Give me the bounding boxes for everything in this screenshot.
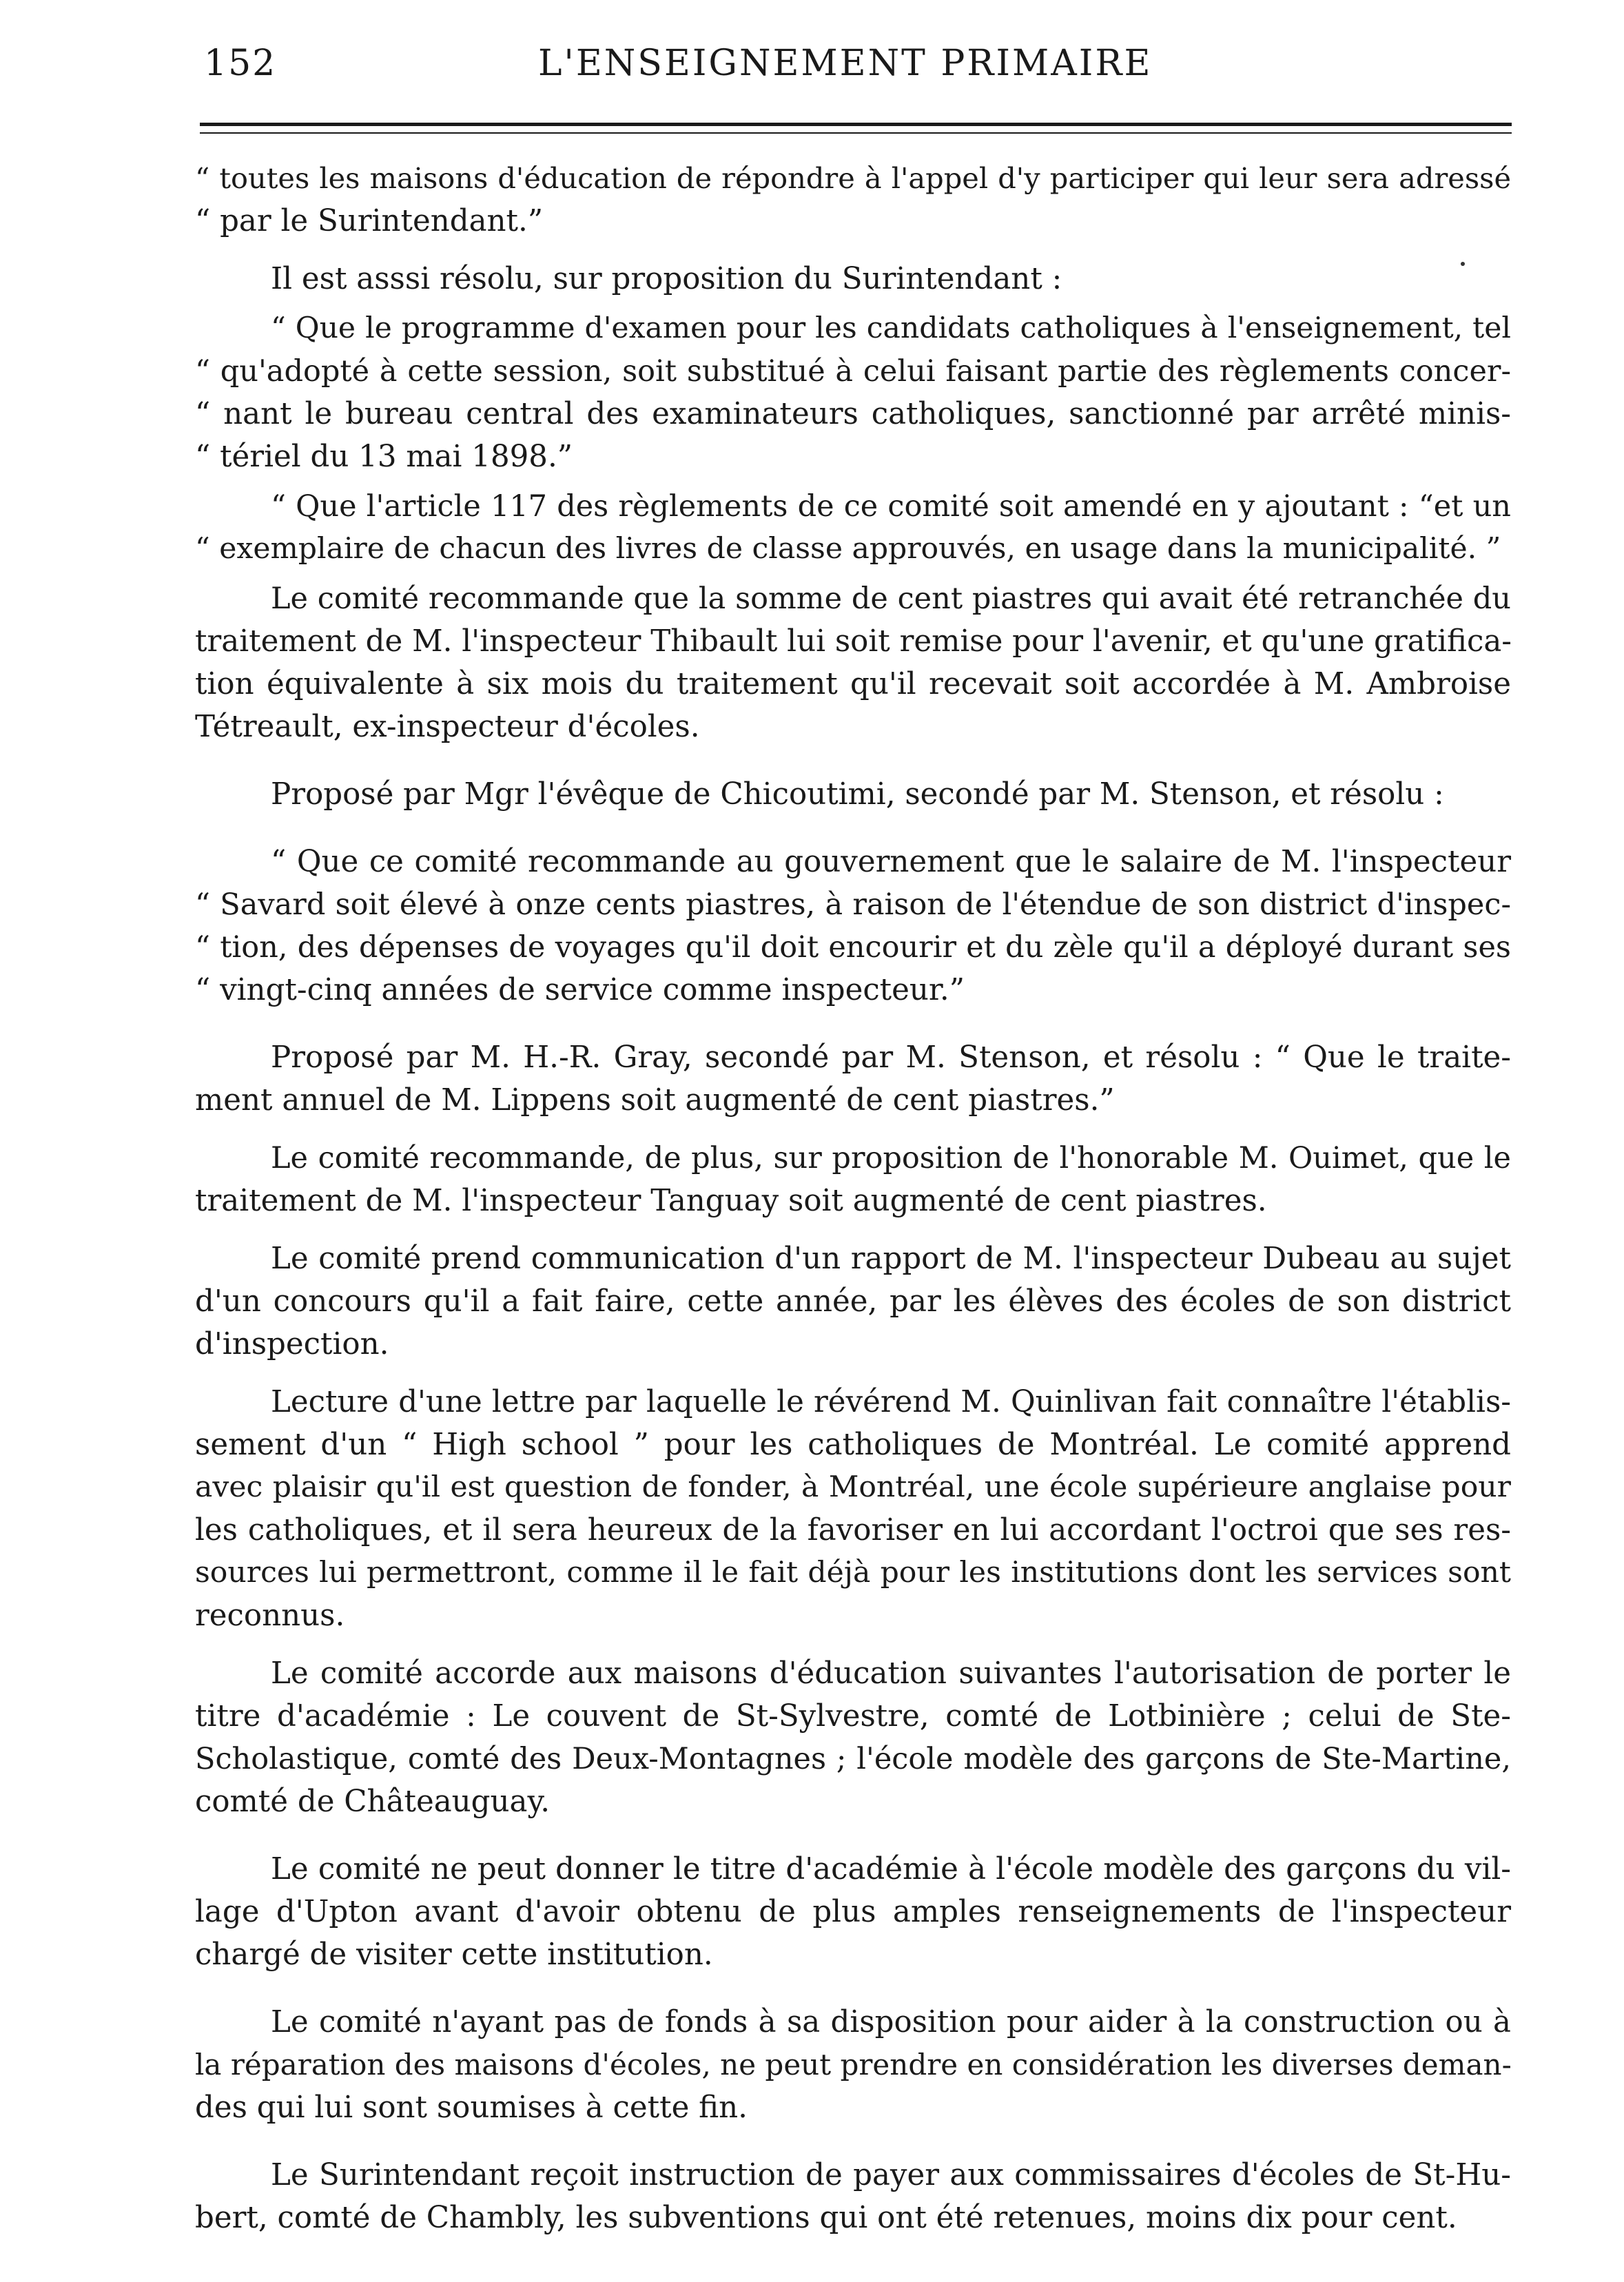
running-title: L'ENSEIGNEMENT PRIMAIRE	[538, 43, 1153, 84]
text-line: “ tion, des dépenses de voyages qu'il doit encourir et du zèle qu'il a déployé durant ses	[195, 930, 1511, 965]
paragraph	[195, 841, 1511, 1011]
text-line: chargé de visiter cette institution.	[195, 1937, 713, 1972]
text-line: Le Surintendant reçoit instruction de payer aux commissaires d'écoles de St-Hu-	[271, 2158, 1511, 2192]
text-line: “ toutes les maisons d'éducation de répondre à l'appel d'y participer qui leur sera adressé	[195, 161, 1511, 195]
paragraph	[195, 485, 1511, 570]
text-line: Il est asssi résolu, sur proposition du Surintendant :	[271, 262, 1062, 296]
text-line: “ nant le bureau central des examinateurs catholiques, sanctionné par arrêté minis-	[195, 397, 1511, 431]
text-line: lage d'Upton avant d'avoir obtenu de plus amples renseignements de l'inspecteur	[195, 1895, 1511, 1929]
paragraph	[195, 1848, 1511, 1976]
body-text	[195, 157, 1511, 2239]
text-line: Proposé par Mgr l'évêque de Chicoutimi, secondé par M. Stenson, et résolu :	[271, 777, 1444, 812]
text-line: “ Que ce comité recommande au gouvernement que le salaire de M. l'inspecteur	[271, 845, 1511, 879]
text-line: “ par le Surintendant.”	[195, 204, 544, 238]
page-header	[204, 43, 1512, 98]
paragraph	[195, 2154, 1511, 2239]
text-line: d'un concours qu'il a fait faire, cette année, par les élèves des écoles de son district	[195, 1284, 1511, 1319]
text-line: Proposé par M. H.-R. Gray, secondé par M. Stenson, et résolu : “ Que le traite-	[271, 1040, 1511, 1075]
paragraph	[195, 307, 1511, 478]
text-line: titre d'académie : Le couvent de St-Sylvestre, comté de Lotbinière ; celui de Ste-	[195, 1699, 1511, 1734]
text-line: Le comité recommande que la somme de cent piastres qui avait été retranchée du	[271, 582, 1511, 616]
text-line: sement d'un “ High school ” pour les catholiques de Montréal. Le comité apprend	[195, 1428, 1511, 1462]
text-line: bert, comté de Chambly, les subventions qui ont été retenues, moins dix pour cent.	[195, 2201, 1457, 2235]
paragraph	[195, 577, 1511, 748]
text-line: comté de Châteauguay.	[195, 1785, 551, 1819]
paragraph	[195, 773, 1511, 816]
text-line: traitement de M. l'inspecteur Thibault lui soit remise pour l'avenir, et qu'une gratifica-	[195, 624, 1512, 659]
text-line: la réparation des maisons d'écoles, ne peut prendre en considération les diverses deman-	[195, 2048, 1512, 2081]
text-line: ment annuel de M. Lippens soit augmenté de cent piastres.”	[195, 1083, 1115, 1118]
paragraph	[195, 1137, 1511, 1222]
text-line: reconnus.	[195, 1599, 345, 1633]
paragraph	[195, 1652, 1511, 1823]
paragraph	[195, 2001, 1511, 2129]
text-line: les catholiques, et il sera heureux de la favoriser en lui accordant l'octroi que ses res-	[195, 1513, 1511, 1548]
text-line: Le comité accorde aux maisons d'éducation suivantes l'autorisation de porter le	[271, 1656, 1511, 1691]
text-line: “ Que le programme d'examen pour les candidats catholiques à l'enseignement, tel	[271, 311, 1511, 345]
paragraph	[195, 157, 1511, 243]
text-line: d'inspection.	[195, 1327, 389, 1361]
text-line: “ Que l'article 117 des règlements de ce comité soit amendé en y ajoutant : “et un	[271, 489, 1511, 524]
text-line: Scholastique, comté des Deux-Montagnes ; l'école modèle des garçons de Ste-Martine,	[195, 1742, 1511, 1776]
paragraph	[195, 1381, 1511, 1637]
text-line: des qui lui sont soumises à cette fin.	[195, 2090, 748, 2125]
text-line: tion équivalente à six mois du traitement qu'il recevait soit accordée à M. Ambroise	[195, 667, 1511, 701]
header-rule-thick	[200, 123, 1512, 126]
header-rule-thin	[200, 132, 1512, 134]
page-number: 152	[204, 43, 277, 84]
text-line: traitement de M. l'inspecteur Tanguay soit augmenté de cent piastres.	[195, 1184, 1267, 1218]
text-line: Le comité prend communication d'un rapport de M. l'inspecteur Dubeau au sujet	[271, 1242, 1511, 1276]
text-line: Le comité ne peut donner le titre d'académie à l'école modèle des garçons du vil-	[271, 1852, 1511, 1887]
text-line: “ vingt-cinq années de service comme inspecteur.”	[195, 973, 965, 1007]
text-line: Le comité n'ayant pas de fonds à sa disposition pour aider à la construction ou à	[271, 2005, 1511, 2039]
paragraph	[195, 258, 1511, 300]
text-line: Le comité recommande, de plus, sur proposition de l'honorable M. Ouimet, que le	[271, 1141, 1511, 1175]
text-line: Lecture d'une lettre par laquelle le révérend M. Quinlivan fait connaître l'établis-	[271, 1385, 1511, 1419]
paragraph	[195, 1036, 1511, 1122]
text-line: “ tériel du 13 mai 1898.”	[195, 440, 573, 474]
paragraph	[195, 1237, 1511, 1366]
text-line: “ qu'adopté à cette session, soit substitué à celui faisant partie des règlements concer-	[195, 354, 1511, 389]
text-line: Tétreault, ex-inspecteur d'écoles.	[195, 710, 700, 744]
text-line: “ Savard soit élevé à onze cents piastres, à raison de l'étendue de son district d'inspec-	[195, 887, 1511, 922]
text-line: sources lui permettront, comme il le fait déjà pour les institutions dont les services sont	[195, 1556, 1511, 1590]
text-line: “ exemplaire de chacun des livres de classe approuvés, en usage dans la municipalité. ”	[195, 532, 1501, 566]
text-line: avec plaisir qu'il est question de fonder, à Montréal, une école supérieure anglaise pour	[195, 1470, 1511, 1504]
